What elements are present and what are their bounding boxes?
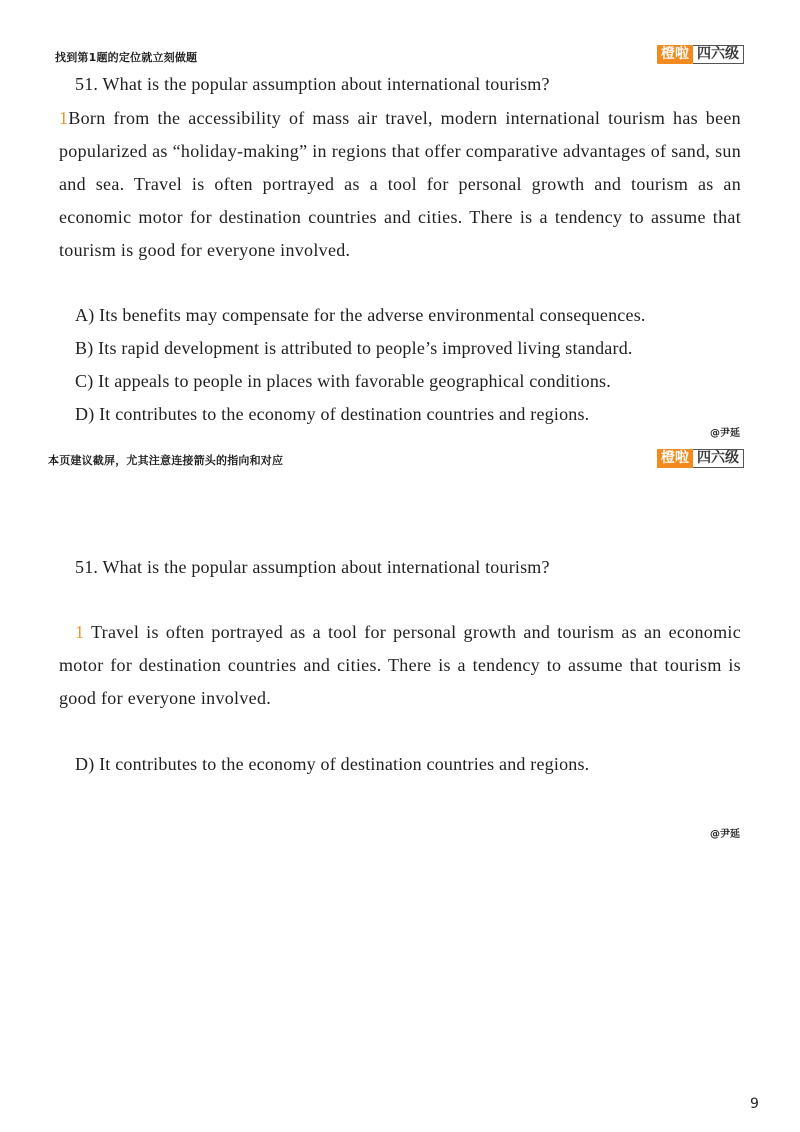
answer-option: D) It contributes to the economy of destination countries and regions.	[75, 754, 590, 774]
question-title: 51. What is the popular assumption about international tourism?	[75, 74, 550, 94]
option-c: C) It appeals to people in places with favorable geographical conditions.	[75, 371, 611, 391]
passage-text: Born from the accessibility of mass air travel, modern international tourism has been popularized as “holiday-making” in regions that offer comparative advantages of sand, sun and sea. Travel is often portrayed as a tool for personal growth and tourism as an economic motor for destination countries and cities. There is a tendency to assume that tourism is good for everyone involved.	[59, 108, 741, 260]
author-watermark: @尹延	[710, 829, 740, 840]
passage-excerpt-text: Travel is often portrayed as a tool for personal growth and tourism as an economic motor for destination countries and cities. There is a tendency to assume that tourism is good for everyone involved.	[59, 622, 741, 708]
passage-paragraph	[59, 102, 741, 267]
option-b: B) Its rapid development is attributed to people’s improved living standard.	[75, 338, 633, 358]
brand-tag: 四六级	[693, 45, 744, 64]
top-note: 找到第1题的定位就立刻做题	[55, 51, 198, 64]
option-d: D) It contributes to the economy of destination countries and regions.	[75, 404, 590, 424]
brand-logo: 橙啦	[657, 449, 693, 468]
passage-excerpt	[59, 616, 741, 715]
page-number: 9	[750, 1096, 759, 1112]
brand-tag: 四六级	[693, 449, 744, 468]
author-watermark: @尹延	[710, 428, 740, 439]
brand-logo: 橙啦	[657, 45, 693, 64]
paragraph-number: 1	[59, 108, 69, 128]
screenshot-note: 本页建议截屏，尤其注意连接箭头的指向和对应	[48, 454, 284, 467]
brand-header-middle	[657, 449, 744, 468]
brand-header-top	[657, 45, 744, 64]
option-a: A) Its benefits may compensate for the adverse environmental consequences.	[75, 305, 646, 325]
paragraph-number: 1	[75, 622, 85, 642]
question-title-repeat: 51. What is the popular assumption about international tourism?	[75, 557, 550, 577]
